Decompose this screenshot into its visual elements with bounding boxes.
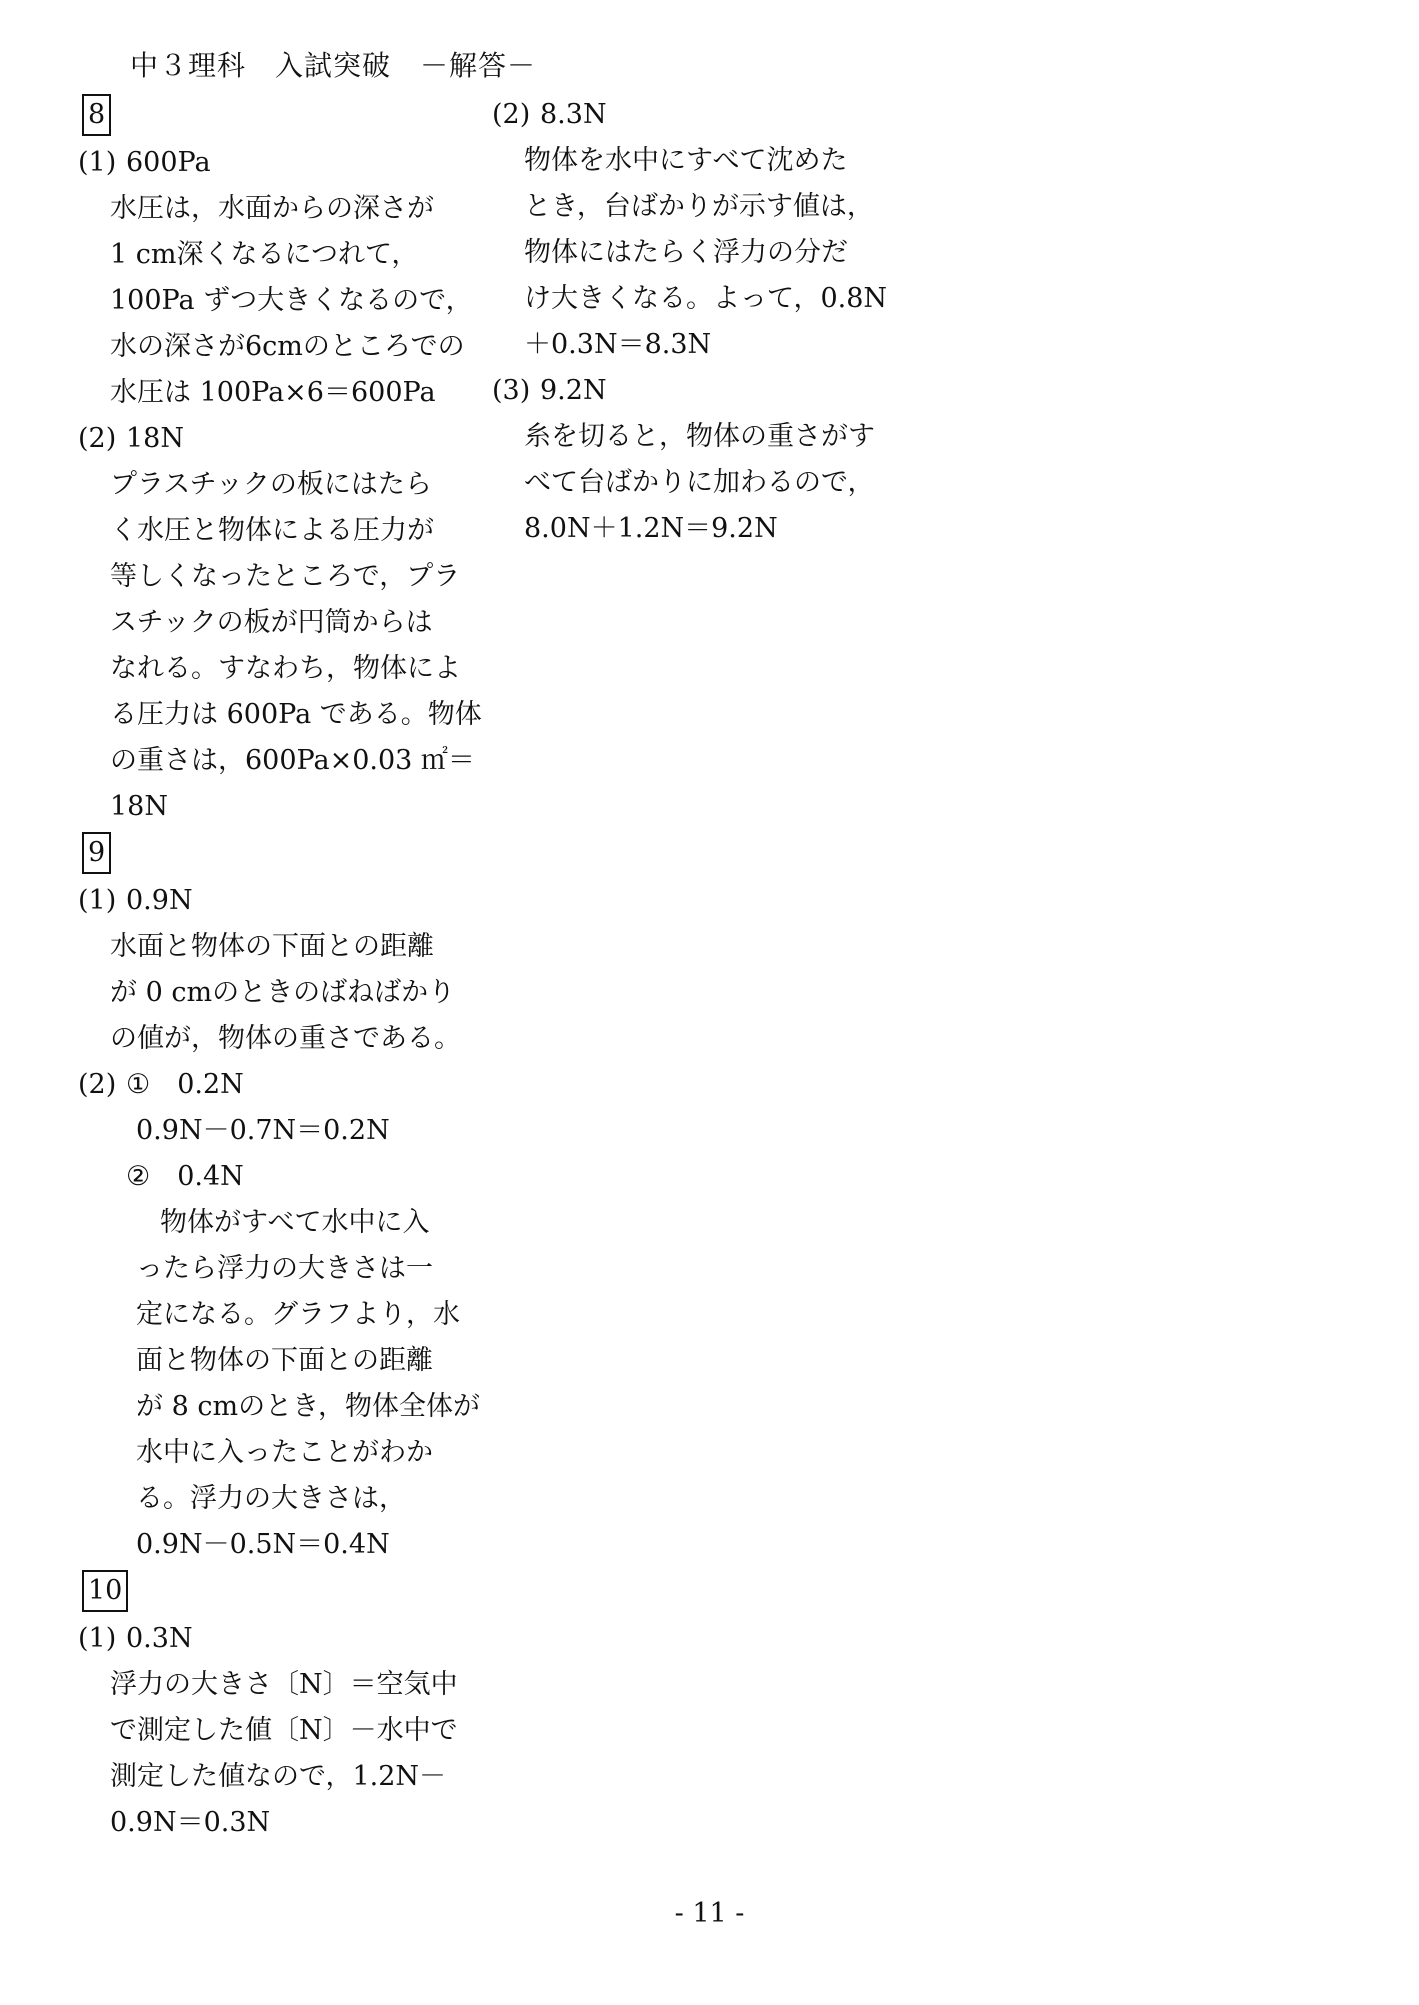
explanation-line: 浮力の大きさ〔N〕＝空気中 xyxy=(110,1669,458,1700)
explanation-line: 糸を切ると，物体の重さがす xyxy=(524,421,875,452)
answer: 0.9N xyxy=(126,885,193,916)
question-8-2 xyxy=(78,416,478,462)
section-label-10: 10 xyxy=(82,1570,128,1612)
explanation-line: け大きくなる。よって，0.8N xyxy=(524,283,888,314)
explanation-line: プラスチックの板にはたら xyxy=(110,469,432,500)
explanation-line: 0.9N－0.7N＝0.2N xyxy=(136,1115,390,1146)
explanation-line: る圧力は 600Pa である。物体 xyxy=(110,699,482,730)
explanation-line: 等しくなったところで，プラ xyxy=(110,561,461,592)
explanation-line: 定になる。グラフより，水 xyxy=(136,1299,460,1330)
question-9-1 xyxy=(78,878,478,924)
explanation-line: 0.9N－0.5N＝0.4N xyxy=(136,1529,390,1560)
answer: 0.2N xyxy=(177,1069,244,1100)
explanation-line: が 0 cmのときのばねばかり xyxy=(110,977,456,1008)
explanation-line: 水圧は 100Pa×6＝600Pa xyxy=(110,377,436,408)
explanation-line: 水の深さが6cmのところでの xyxy=(110,331,465,362)
question-number: (2) xyxy=(78,1069,117,1100)
explanation-line: ＋0.3N＝8.3N xyxy=(524,329,712,360)
explanation-line: ったら浮力の大きさは一 xyxy=(136,1253,433,1284)
sub-question-9-2-2 xyxy=(78,1154,478,1200)
explanation-line: 水中に入ったことがわか xyxy=(136,1437,433,1468)
question-number: (3) xyxy=(492,375,531,406)
explanation-line: 18N xyxy=(110,791,168,822)
answer: 9.2N xyxy=(540,375,607,406)
answer: 0.3N xyxy=(126,1623,193,1654)
sub-mark: ① xyxy=(126,1069,151,1100)
question-10-2 xyxy=(492,92,912,138)
explanation-line: とき，台ばかりが示す値は， xyxy=(524,191,874,222)
explanation-line: で測定した値〔N〕－水中で xyxy=(110,1715,458,1746)
answer: 600Pa xyxy=(126,147,211,178)
question-9-2 xyxy=(78,1062,478,1108)
sub-mark: ② xyxy=(126,1161,151,1192)
explanation-line: べて台ばかりに加わるので， xyxy=(524,467,875,498)
question-8-1 xyxy=(78,140,478,186)
explanation-line: る。浮力の大きさは， xyxy=(136,1483,406,1514)
explanation-line: 水圧は，水面からの深さが xyxy=(110,193,434,224)
explanation-line: 1 cm深くなるにつれて， xyxy=(110,239,419,270)
question-number: (1) xyxy=(78,1623,117,1654)
question-number: (2) xyxy=(78,423,117,454)
question-10-1 xyxy=(78,1616,478,1662)
explanation-line: の重さは，600Pa×0.03 ㎡＝ xyxy=(110,745,475,776)
question-10-3 xyxy=(492,368,912,414)
explanation-line: く水圧と物体による圧力が xyxy=(110,515,434,546)
answer: 8.3N xyxy=(540,99,607,130)
explanation-line: なれる。すなわち，物体によ xyxy=(110,653,461,684)
explanation-line: 物体を水中にすべて沈めた xyxy=(524,145,848,176)
explanation-line: 0.9N＝0.3N xyxy=(110,1807,271,1838)
answer: 18N xyxy=(126,423,184,454)
question-number: (1) xyxy=(78,147,117,178)
explanation-line: が 8 cmのとき，物体全体が xyxy=(136,1391,480,1422)
question-number: (2) xyxy=(492,99,531,130)
question-number: (1) xyxy=(78,885,117,916)
page-number: - 11 - xyxy=(674,1898,745,1929)
explanation-line: スチックの板が円筒からは xyxy=(110,607,433,638)
explanation-line: 測定した値なので，1.2N－ xyxy=(110,1761,447,1792)
explanation-line: 物体にはたらく浮力の分だ xyxy=(524,237,848,268)
section-label-8: 8 xyxy=(82,94,111,136)
section-label-9: 9 xyxy=(82,832,111,874)
answer: 0.4N xyxy=(177,1161,244,1192)
explanation-line: 100Pa ずつ大きくなるので， xyxy=(110,285,473,316)
explanation-line: 水面と物体の下面との距離 xyxy=(110,931,434,962)
explanation-line: 物体がすべて水中に入 xyxy=(160,1207,430,1238)
page-title: 中３理科 入試突破 －解答－ xyxy=(130,49,537,82)
explanation-line: 面と物体の下面との距離 xyxy=(136,1345,433,1376)
left-column xyxy=(78,92,482,1846)
explanation-line: の値が，物体の重さである。 xyxy=(110,1023,461,1054)
explanation-line: 8.0N＋1.2N＝9.2N xyxy=(524,513,778,544)
right-column xyxy=(492,92,912,552)
